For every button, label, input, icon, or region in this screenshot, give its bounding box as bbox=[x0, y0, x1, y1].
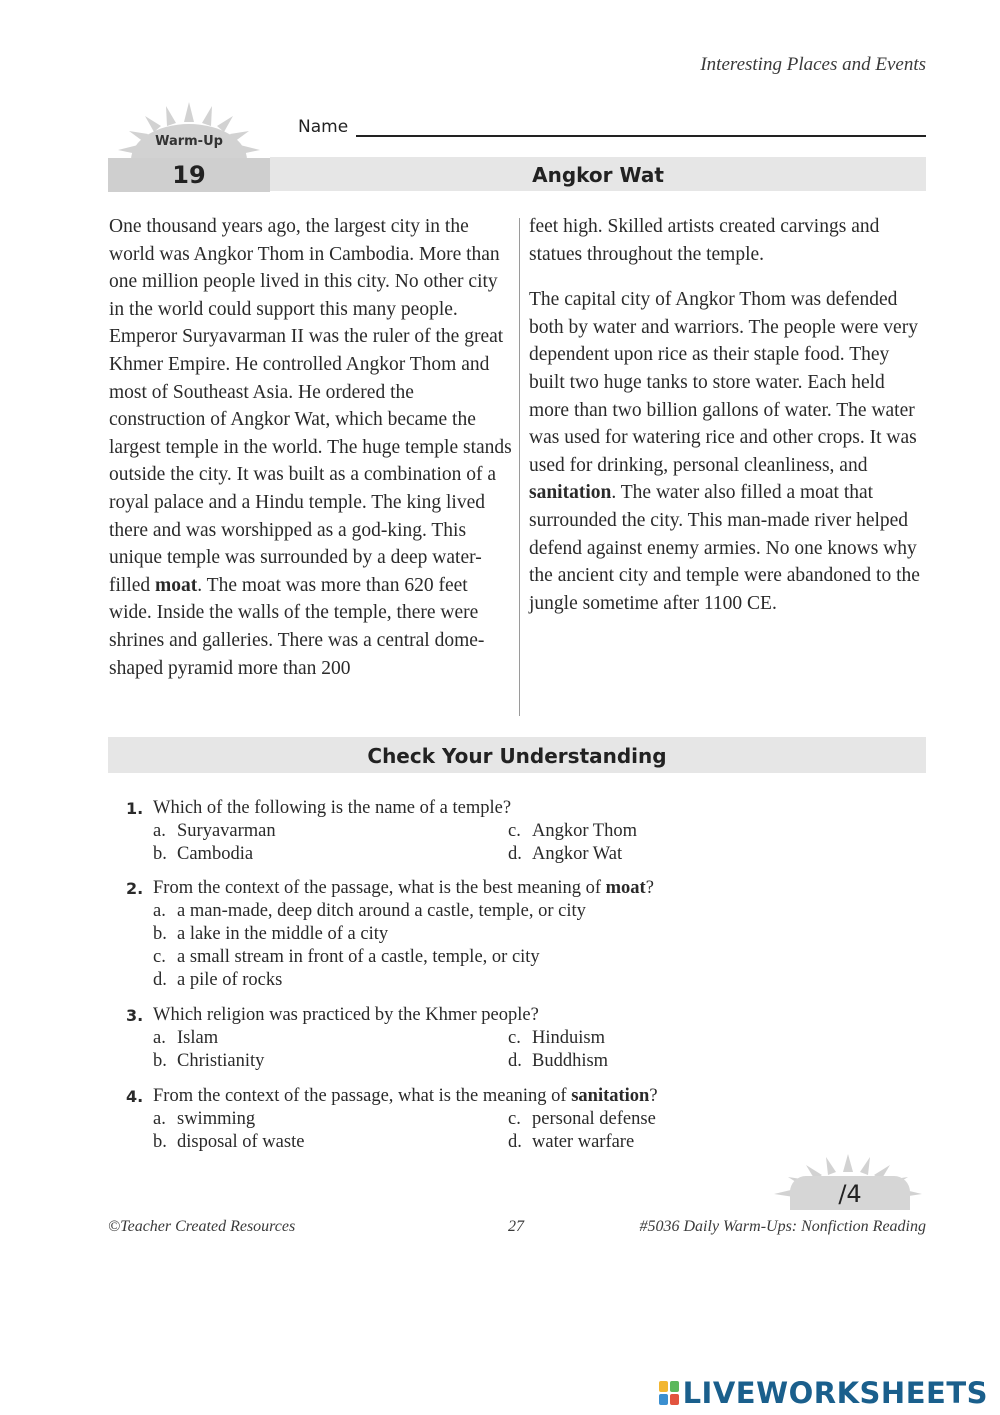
answer-option[interactable]: b. Cambodia bbox=[153, 844, 254, 864]
footer-book-title: #5036 Daily Warm-Ups: Nonfiction Reading bbox=[639, 1218, 926, 1235]
question-number: 1. bbox=[126, 799, 144, 818]
warmup-label: Warm-Up bbox=[155, 134, 223, 149]
answer-option[interactable]: a. a man-made, deep ditch around a castle, temple, or city bbox=[153, 901, 586, 921]
question-2 bbox=[126, 877, 826, 992]
answer-option[interactable]: a. Suryavarman bbox=[153, 821, 276, 841]
footer-publisher: ©Teacher Created Resources bbox=[108, 1218, 296, 1235]
question-text: Which religion was practiced by the Khmer people? bbox=[153, 1005, 539, 1025]
page-category: Interesting Places and Events bbox=[700, 54, 926, 75]
answer-option[interactable]: d. Buddhism bbox=[508, 1051, 609, 1071]
warmup-number: 19 bbox=[108, 158, 270, 192]
answer-option[interactable]: a. swimming bbox=[153, 1109, 256, 1129]
liveworksheets-logo-icon bbox=[659, 1381, 679, 1405]
question-text: From the context of the passage, what is the best meaning of moat? bbox=[153, 878, 654, 898]
question-4 bbox=[126, 1085, 826, 1155]
footer-page-number: 27 bbox=[508, 1218, 524, 1235]
answer-option[interactable]: b. disposal of waste bbox=[153, 1132, 305, 1152]
answer-option[interactable]: b. Christianity bbox=[153, 1051, 265, 1071]
answer-option[interactable]: c. Angkor Thom bbox=[508, 821, 638, 841]
column-divider bbox=[519, 218, 520, 716]
answer-option[interactable]: a. Islam bbox=[153, 1028, 219, 1048]
liveworksheets-brand[interactable] bbox=[659, 1375, 988, 1411]
question-text: Which of the following is the name of a temple? bbox=[153, 798, 512, 818]
question-number: 2. bbox=[126, 879, 144, 898]
check-understanding-heading: Check Your Understanding bbox=[108, 737, 926, 773]
question-3 bbox=[126, 1004, 826, 1074]
liveworksheets-wordmark: LIVEWORKSHEETS bbox=[682, 1376, 988, 1410]
passage-column-right bbox=[529, 213, 929, 617]
answer-option[interactable]: d. Angkor Wat bbox=[508, 844, 623, 864]
passage-paragraph: The capital city of Angkor Thom was defended both by water and warriors. The people were very dependent upon rice as their staple food. They built two huge tanks to store water. Each held more than two billion gallons of water. The water was used for watering rice and other crops. It was used for drinking, personal cleanliness, and sanitation. The water also filled a moat that surrounded the city. This man-made river helped defend against enemy armies. No one knows why the ancient city and temple were abandoned to the jungle sometime after 1100 CE. bbox=[529, 289, 920, 614]
passage-paragraph: One thousand years ago, the largest city in the world was Angkor Thom in Cambodia. More than one million people lived in this city. No other city in the world could support this many people. Emperor Suryavarman II was the ruler of the great Khmer Empire. He controlled Angkor Thom and most of Southeast Asia. He ordered the construction of Angkor Wat, which became the largest temple in the world. The huge temple stands outside the city. It was built as a combination of a royal palace and a Hindu temple. The king lived there and was worshipped as a god-king. This unique temple was surrounded by a deep water-filled moat. The moat was more than 620 feet wide. Inside the walls of the temple, there were shrines and galleries. There was a central dome-shaped pyramid more than 200 bbox=[109, 216, 512, 679]
answer-option[interactable]: b. a lake in the middle of a city bbox=[153, 924, 389, 944]
answer-option[interactable]: c. a small stream in front of a castle, temple, or city bbox=[153, 947, 540, 967]
warmup-badge bbox=[108, 98, 270, 193]
page-title: Angkor Wat bbox=[270, 157, 926, 191]
score-badge bbox=[768, 1152, 928, 1210]
name-input-line[interactable] bbox=[356, 135, 926, 137]
passage-paragraph: feet high. Skilled artists created carvings and statues throughout the temple. bbox=[529, 216, 880, 265]
question-number: 3. bbox=[126, 1006, 144, 1025]
name-field[interactable] bbox=[298, 117, 926, 141]
answer-option[interactable]: c. personal defense bbox=[508, 1109, 656, 1129]
answer-option[interactable]: d. water warfare bbox=[508, 1132, 635, 1152]
name-label: Name bbox=[298, 117, 349, 137]
vocab-sanitation: sanitation bbox=[529, 482, 612, 504]
score-box: /4 bbox=[790, 1176, 910, 1210]
question-number: 4. bbox=[126, 1087, 144, 1106]
passage-column-left bbox=[109, 213, 513, 682]
question-1 bbox=[126, 797, 826, 867]
answer-option[interactable]: d. a pile of rocks bbox=[153, 970, 283, 990]
question-text: From the context of the passage, what is the meaning of sanitation? bbox=[153, 1086, 658, 1106]
vocab-moat: moat bbox=[155, 574, 198, 596]
answer-option[interactable]: c. Hinduism bbox=[508, 1028, 605, 1048]
